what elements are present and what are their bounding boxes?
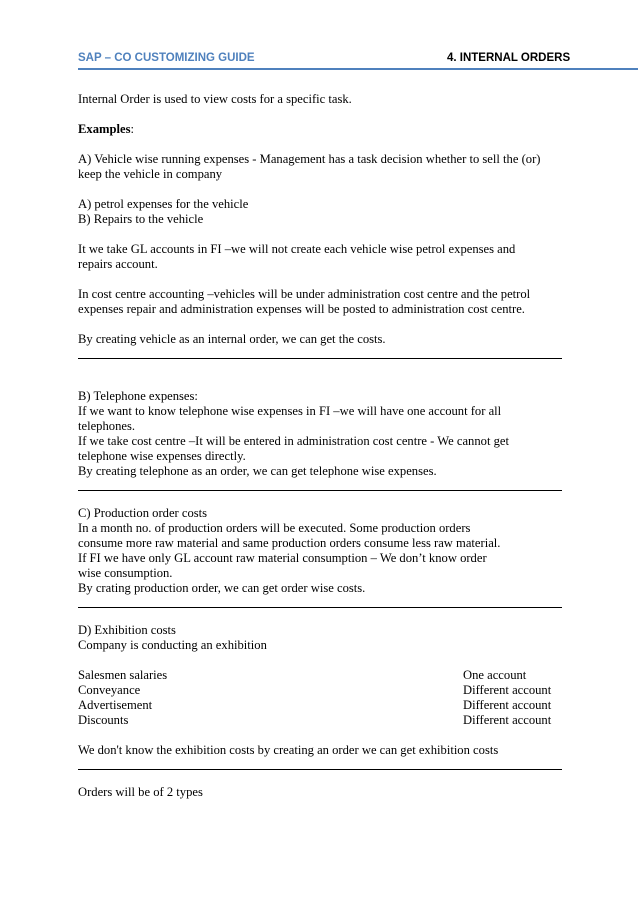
header-rule: [78, 68, 638, 70]
exhibition-account: Different account: [463, 698, 552, 712]
vehicle-conclusion: By creating vehicle as an internal order, we can get the costs.: [78, 332, 386, 346]
telephone-line-2: telephones.: [78, 419, 136, 433]
document-body: [78, 92, 568, 800]
exhibition-account: Different account: [463, 713, 552, 727]
header-chapter-title: 4. INTERNAL ORDERS: [447, 52, 571, 64]
exhibition-item: Salesmen salaries: [78, 668, 168, 682]
exhibition-row: [78, 683, 554, 698]
vehicle-line-2: keep the vehicle in company: [78, 167, 223, 181]
exhibition-conclusion: We don't know the exhibition costs by creating an order we can get exhibition costs: [78, 743, 499, 757]
examples-label: Examples: [78, 122, 131, 136]
vehicle-gl-2: repairs account.: [78, 257, 158, 271]
production-line-1: In a month no. of production orders will be executed. Some production orders: [78, 521, 471, 535]
vehicle-line-1: A) Vehicle wise running expenses - Management has a task decision whether to sell the (or): [78, 152, 541, 166]
production-line-2: consume more raw material and same production orders consume less raw material.: [78, 536, 501, 550]
orders-types-text: Orders will be of 2 types: [78, 785, 203, 799]
examples-colon: :: [130, 122, 134, 136]
exhibition-item: Conveyance: [78, 683, 141, 697]
telephone-title: B) Telephone expenses:: [78, 389, 198, 403]
exhibition-account: Different account: [463, 683, 552, 697]
exhibition-title: D) Exhibition costs: [78, 623, 176, 637]
vehicle-cc-1: In cost centre accounting –vehicles will be under administration cost centre and the petrol: [78, 287, 531, 301]
exhibition-line-1: Company is conducting an exhibition: [78, 638, 267, 652]
telephone-line-3: If we take cost centre –It will be entered in administration cost centre - We cannot get: [78, 434, 509, 448]
exhibition-row: [78, 668, 554, 683]
production-line-4: wise consumption.: [78, 566, 173, 580]
intro-text: Internal Order is used to view costs for a specific task.: [78, 92, 352, 106]
vehicle-gl-1: It we take GL accounts in FI –we will not create each vehicle wise petrol expenses and: [78, 242, 516, 256]
telephone-line-1: If we want to know telephone wise expenses in FI –we will have one account for all: [78, 404, 502, 418]
examples-heading: [78, 122, 568, 137]
exhibition-account: One account: [463, 668, 527, 682]
exhibition-row: [78, 713, 554, 728]
exhibition-item: Discounts: [78, 713, 129, 727]
exhibition-row: [78, 698, 554, 713]
telephone-line-5: By creating telephone as an order, we can get telephone wise expenses.: [78, 464, 437, 478]
vehicle-sub-a: A) petrol expenses for the vehicle: [78, 197, 249, 211]
vehicle-cc-2: expenses repair and administration expenses will be posted to administration cost centre.: [78, 302, 525, 316]
exhibition-item: Advertisement: [78, 698, 153, 712]
production-line-3: If FI we have only GL account raw material consumption – We don’t know order: [78, 551, 487, 565]
vehicle-sub-b: B) Repairs to the vehicle: [78, 212, 204, 226]
production-title: C) Production order costs: [78, 506, 208, 520]
header-guide-title: SAP – CO CUSTOMIZING GUIDE: [78, 52, 255, 64]
production-line-5: By crating production order, we can get order wise costs.: [78, 581, 366, 595]
telephone-line-4: telephone wise expenses directly.: [78, 449, 246, 463]
